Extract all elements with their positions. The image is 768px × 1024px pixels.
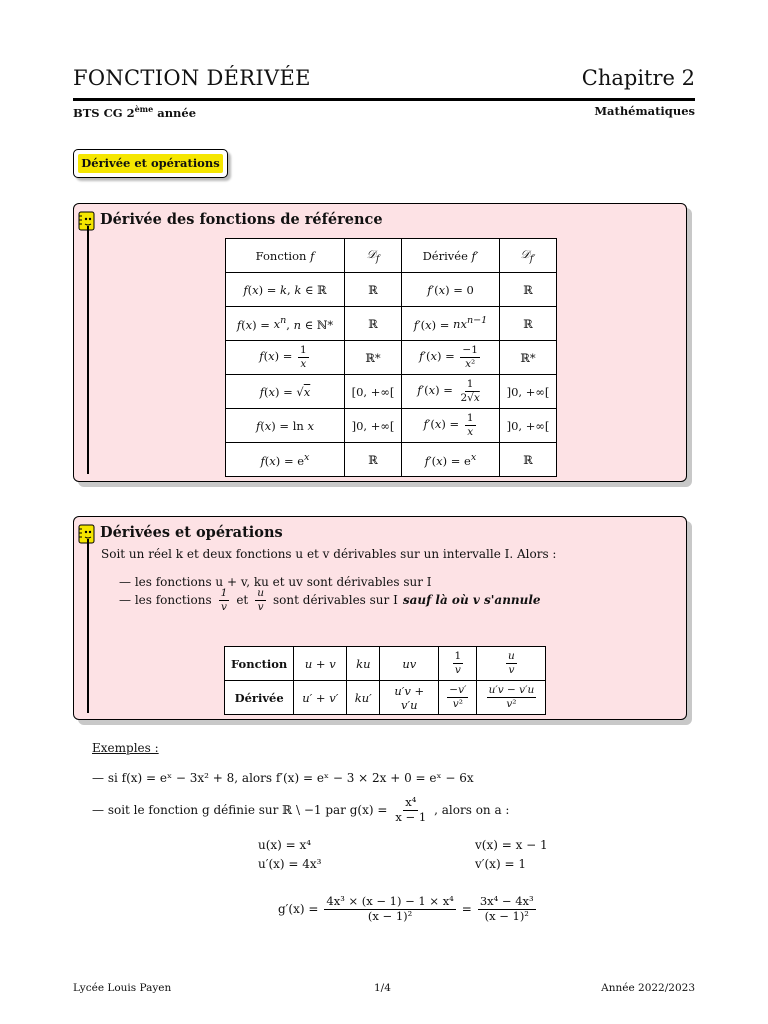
table-row xyxy=(226,341,557,375)
section-tag-label: Dérivée et opérations xyxy=(78,154,223,173)
class-suffix: année xyxy=(153,105,197,120)
table-row xyxy=(226,307,557,341)
bullet-emphasis: sauf là où v s'annule xyxy=(402,593,541,608)
header-rule xyxy=(73,98,695,101)
table-row xyxy=(225,681,546,715)
footer-year: Année 2022/2023 xyxy=(601,982,695,994)
table-cell: $\frac{1}{v}$ xyxy=(439,647,477,681)
bullet-text: et xyxy=(236,593,249,608)
examples-label: Exemples : xyxy=(92,741,159,755)
class-label xyxy=(73,104,196,120)
table-cell: ]0, +∞[ xyxy=(500,409,557,443)
subject-label: Mathématiques xyxy=(594,104,695,118)
header-cell: 𝒟$_{f'}$ xyxy=(500,239,557,273)
bullet-item: — les fonctions $\frac{1}{v}$ et $\frac{u}{v}$ sont dérivables sur I sauf là où v s'annule xyxy=(119,587,541,613)
class-main: BTS CG 2 xyxy=(73,105,135,120)
reference-table xyxy=(225,238,557,477)
table-cell: ]0, +∞[ xyxy=(500,375,557,409)
example-text: , alors on a : xyxy=(434,803,510,818)
table-cell: u + v xyxy=(294,647,347,681)
row-label: Dérivée xyxy=(225,681,294,715)
fraction-denominator: (x − 1)² xyxy=(484,908,529,923)
v-equation: v(x) = x − 1 xyxy=(475,838,548,852)
vprime-equation: v′(x) = 1 xyxy=(475,857,526,871)
box-bar xyxy=(87,539,89,713)
table-cell: ℝ xyxy=(345,443,402,477)
table-cell: u′ + v′ xyxy=(294,681,347,715)
table-cell: ℝ xyxy=(500,443,557,477)
table-cell: $\frac{-v'}{\text{v²}}$ xyxy=(439,681,477,715)
table-cell: $f(x) = e^x$ xyxy=(226,443,345,477)
document-title: FONCTION DÉRIVÉE xyxy=(73,66,311,90)
row-label: Fonction xyxy=(225,647,294,681)
fraction-denominator: x − 1 xyxy=(395,809,427,824)
table-cell: f′(x) = $\frac{1}{2√x}$ xyxy=(402,375,500,409)
example-1: — si f(x) = eˣ − 3x² + 8, alors f′(x) = eˣ − 3 × 2x + 0 = eˣ − 6x xyxy=(92,771,474,785)
fraction-numerator: 4x³ × (x − 1) − 1 × x⁴ xyxy=(326,894,454,908)
table-cell: ℝ* xyxy=(345,341,402,375)
table-cell: f(x) = ln x xyxy=(226,409,345,443)
table-cell: ℝ xyxy=(500,307,557,341)
table-row xyxy=(226,375,557,409)
header-cell: 𝒟$_f$ xyxy=(345,239,402,273)
table-cell: ℝ* xyxy=(500,341,557,375)
derivatives-operations-box xyxy=(73,516,687,720)
ops-intro: Soit un réel k et deux fonctions u et v dérivables sur un intervalle I. Alors : xyxy=(101,547,557,561)
fraction-denominator: (x − 1)² xyxy=(367,908,413,923)
section-tag xyxy=(73,149,228,178)
table-cell: [0, +∞[ xyxy=(345,375,402,409)
table-cell: f′(x) = 0 xyxy=(402,273,500,307)
gprime-lhs: g′(x) = xyxy=(278,902,319,917)
table-cell: ku′ xyxy=(347,681,380,715)
example-2 xyxy=(92,796,509,825)
gprime-equation xyxy=(278,895,538,924)
header-cell: Dérivée f′ xyxy=(402,239,500,273)
header-cell: Fonction f xyxy=(226,239,345,273)
equals-sign: = xyxy=(461,902,472,917)
table-row xyxy=(226,409,557,443)
table-cell: ℝ xyxy=(345,273,402,307)
bullet-text: sont dérivables sur I xyxy=(273,593,398,608)
uprime-equation: u′(x) = 4x³ xyxy=(258,857,322,871)
table-cell: ℝ xyxy=(345,307,402,341)
table-header-row xyxy=(226,239,557,273)
fraction-numerator: x⁴ xyxy=(405,795,417,809)
table-cell: u′v + v′u xyxy=(380,681,439,715)
table-cell: $f'(x) = e^x$ xyxy=(402,443,500,477)
table-cell: $f'(x) = nx^{n-1}$ xyxy=(402,307,500,341)
table-cell: ℝ xyxy=(500,273,557,307)
table-cell: f(x) = k, k ∈ ℝ xyxy=(226,273,345,307)
table-cell: $\frac{u}{v}$ xyxy=(477,647,546,681)
table-cell: f′(x) = $\frac{1}{x}$ xyxy=(402,409,500,443)
table-cell: ]0, +∞[ xyxy=(345,409,402,443)
operations-table xyxy=(224,646,546,715)
example-text: — soit le fonction g définie sur ℝ \ −1 par g(x) = xyxy=(92,803,388,818)
bullet-text: — les fonctions xyxy=(119,593,212,608)
table-row xyxy=(225,647,546,681)
table-row xyxy=(226,273,557,307)
table-cell: $\frac{u'v - v'u}{\text{v²}}$ xyxy=(477,681,546,715)
fraction-numerator: 3x⁴ − 4x³ xyxy=(479,894,534,908)
u-equation: u(x) = x⁴ xyxy=(258,838,312,852)
table-cell: uv xyxy=(380,647,439,681)
table-cell: ku xyxy=(347,647,380,681)
chapter-label: Chapitre 2 xyxy=(581,66,695,90)
box-bar xyxy=(87,226,89,474)
reference-derivatives-box xyxy=(73,203,687,482)
table-cell: f(x) = √x xyxy=(226,375,345,409)
footer-school: Lycée Louis Payen xyxy=(73,982,172,994)
table-cell: f(x) = $\frac{1}{x}$ xyxy=(226,341,345,375)
table-cell: f′(x) = $\frac{-1}{\text{x²}}$ xyxy=(402,341,500,375)
box-title: Dérivée des fonctions de référence xyxy=(100,211,383,228)
box-title: Dérivées et opérations xyxy=(100,524,283,541)
footer-page: 1/4 xyxy=(374,982,391,994)
class-sup: ème xyxy=(134,104,154,114)
bullet-item: — les fonctions u + v, ku et uv sont dérivables sur I xyxy=(119,575,432,589)
table-row xyxy=(226,443,557,477)
table-cell: $f(x) = x^n$, n ∈ ℕ* xyxy=(226,307,345,341)
